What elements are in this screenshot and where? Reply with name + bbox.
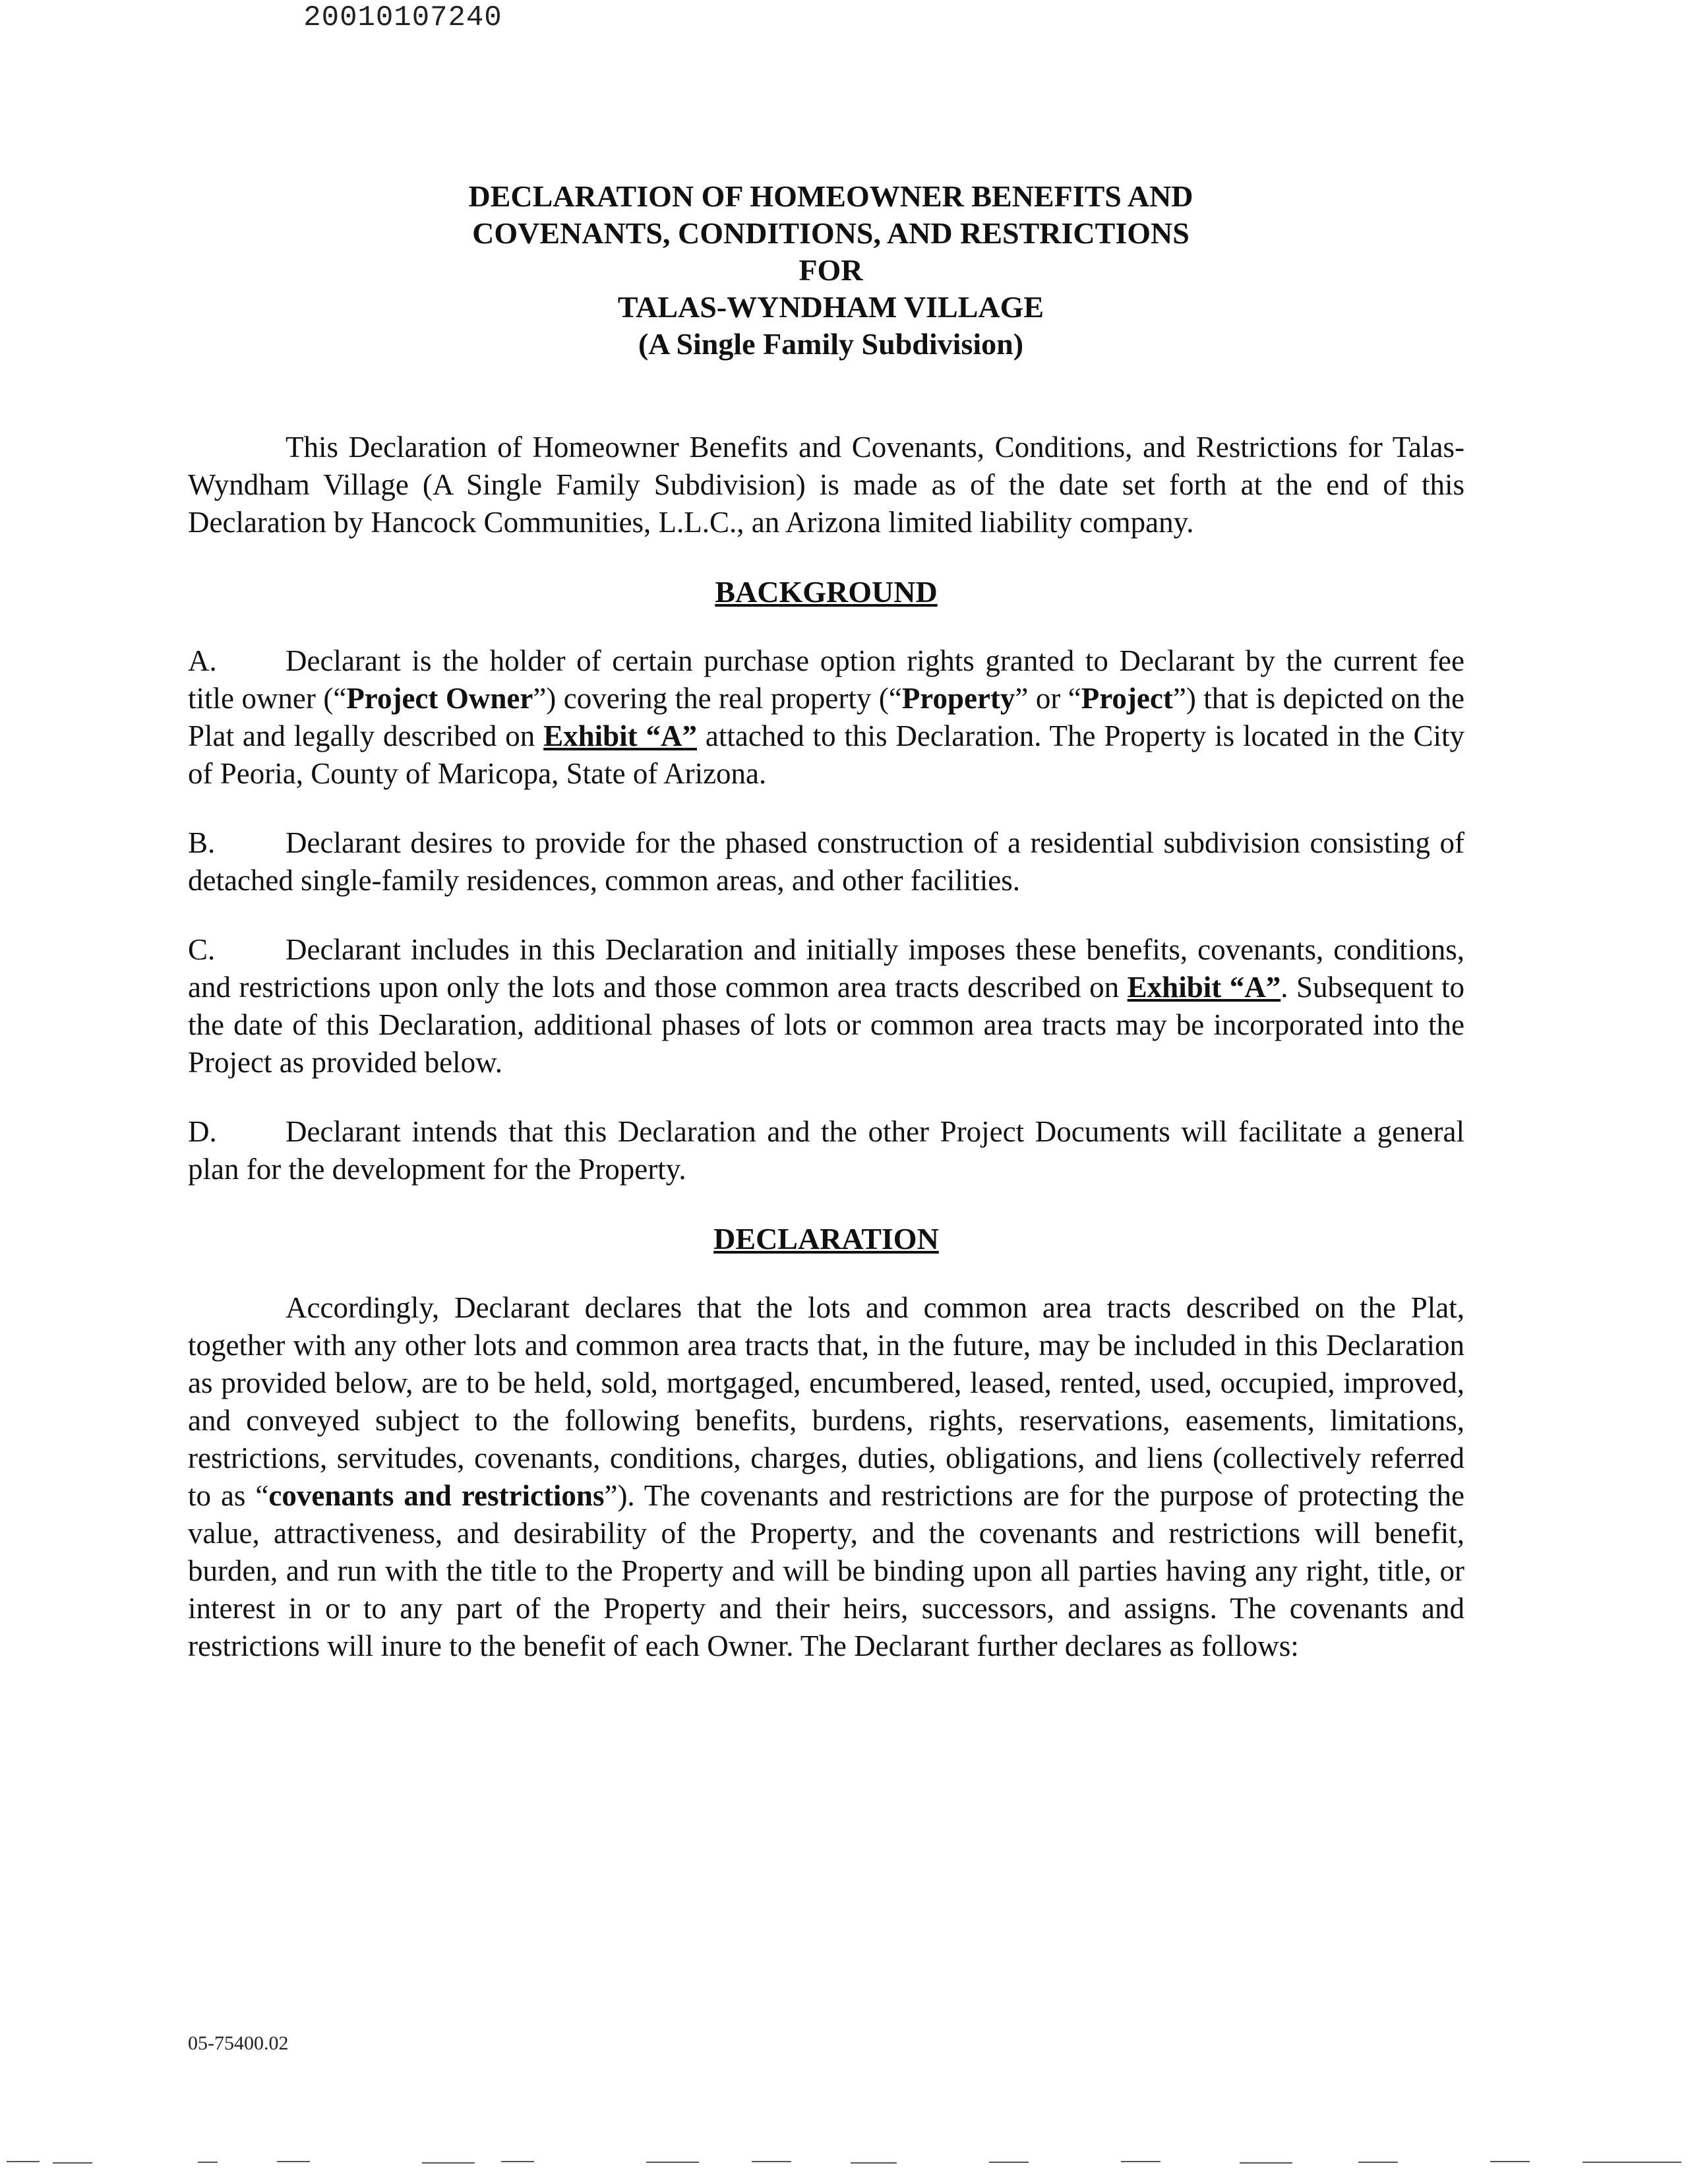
recital-a-text-2: ”) covering the real property (“ [533, 682, 902, 715]
declaration-heading: DECLARATION [713, 1222, 939, 1256]
recital-c-label: C. [188, 933, 216, 966]
scan-noise-line [0, 2148, 1688, 2175]
background-heading: BACKGROUND [715, 575, 938, 609]
recital-a-text-5: attached to this Declaration. The Property is located in the City of Peoria, County of Maricopa, State of Arizona. [188, 719, 1465, 790]
title-line-4: TALAS-WYNDHAM VILLAGE [617, 290, 1044, 324]
recital-d-label: D. [188, 1115, 217, 1148]
document-title [0, 178, 1662, 363]
exhibit-a-reference: Exhibit “A” [543, 719, 698, 752]
recital-c-text-1: Declarant includes in this Declaration and initially imposes these benefits, covenants, conditions, and restrictions upon only the lots and those common area tracts described on [188, 933, 1464, 1004]
recital-b-text: Declarant desires to provide for the phased construction of a residential subdivision consisting of detached single-family residences, common areas, and other facilities. [188, 826, 1464, 897]
declaration-paragraph [188, 1289, 1464, 1665]
recital-b [188, 824, 1464, 899]
recital-a-text-3: ” or “ [1015, 682, 1081, 715]
recital-c-text-2: . Subsequent to the date of this Declaration, additional phases of lots or common area tracts may be incorporated into the Project as provided below. [188, 971, 1464, 1079]
document-body [188, 429, 1464, 1697]
covenants-term: covenants and restrictions [268, 1479, 605, 1512]
title-line-5: (A Single Family Subdivision) [638, 327, 1024, 361]
project-owner-term: Project Owner [346, 682, 533, 715]
recital-a-label: A. [188, 644, 217, 677]
property-term: Property [901, 682, 1015, 715]
recital-d [188, 1113, 1464, 1188]
recording-number: 20010107240 [303, 1, 502, 34]
project-term: Project [1081, 682, 1173, 715]
recital-c [188, 931, 1464, 1081]
title-line-1: DECLARATION OF HOMEOWNER BENEFITS AND [468, 179, 1193, 213]
recital-a-text-4: ”) that is depicted on the Plat and legally described on [188, 682, 1464, 752]
recital-b-label: B. [188, 826, 216, 859]
recital-d-text: Declarant intends that this Declaration and the other Project Documents will facilitate a general plan for the development for the Property. [188, 1115, 1464, 1186]
title-line-2: COVENANTS, CONDITIONS, AND RESTRICTIONS [472, 216, 1190, 250]
recital-a [188, 642, 1464, 793]
document-id: 05-75400.02 [188, 2032, 289, 2054]
declaration-text-1: Accordingly, Declarant declares that the lots and common area tracts described on the Plat, together with any other lots and common area tracts that, in the future, may be included in this Declaration as provided below, are to be held, sold, mortgaged, encumbered, leased, rented, used, occupied, improved, and conveyed subject to the following benefits, burdens, rights, reservations, easements, limitations, restrictions, servitudes, covenants, conditions, charges, duties, obligations, and liens (collectively referred to as “ [188, 1291, 1464, 1512]
exhibit-a-reference: Exhibit “A” [1127, 971, 1281, 1004]
intro-paragraph: This Declaration of Homeowner Benefits and Covenants, Conditions, and Restrictions for Talas-Wyndham Village (A Single Family Subdivision) is made as of the date set forth at the end of this Declaration by Hancock Communities, L.L.C., an Arizona limited liability company. [188, 431, 1464, 539]
declaration-text-2: ”). The covenants and restrictions are for the purpose of protecting the value, attractiveness, and desirability of the Property, and the covenants and restrictions will benefit, burden, and run with the title to the Property and will be binding upon all parties having any right, title, or interest in or to any part of the Property and their heirs, successors, and assigns. The covenants and restrictions will inure to the benefit of each Owner. The Declarant further declares as follows: [188, 1479, 1464, 1662]
title-line-3: FOR [799, 253, 863, 287]
recital-a-text-1: Declarant is the holder of certain purchase option rights granted to Declarant by the current fee title owner (“ [188, 644, 1464, 715]
